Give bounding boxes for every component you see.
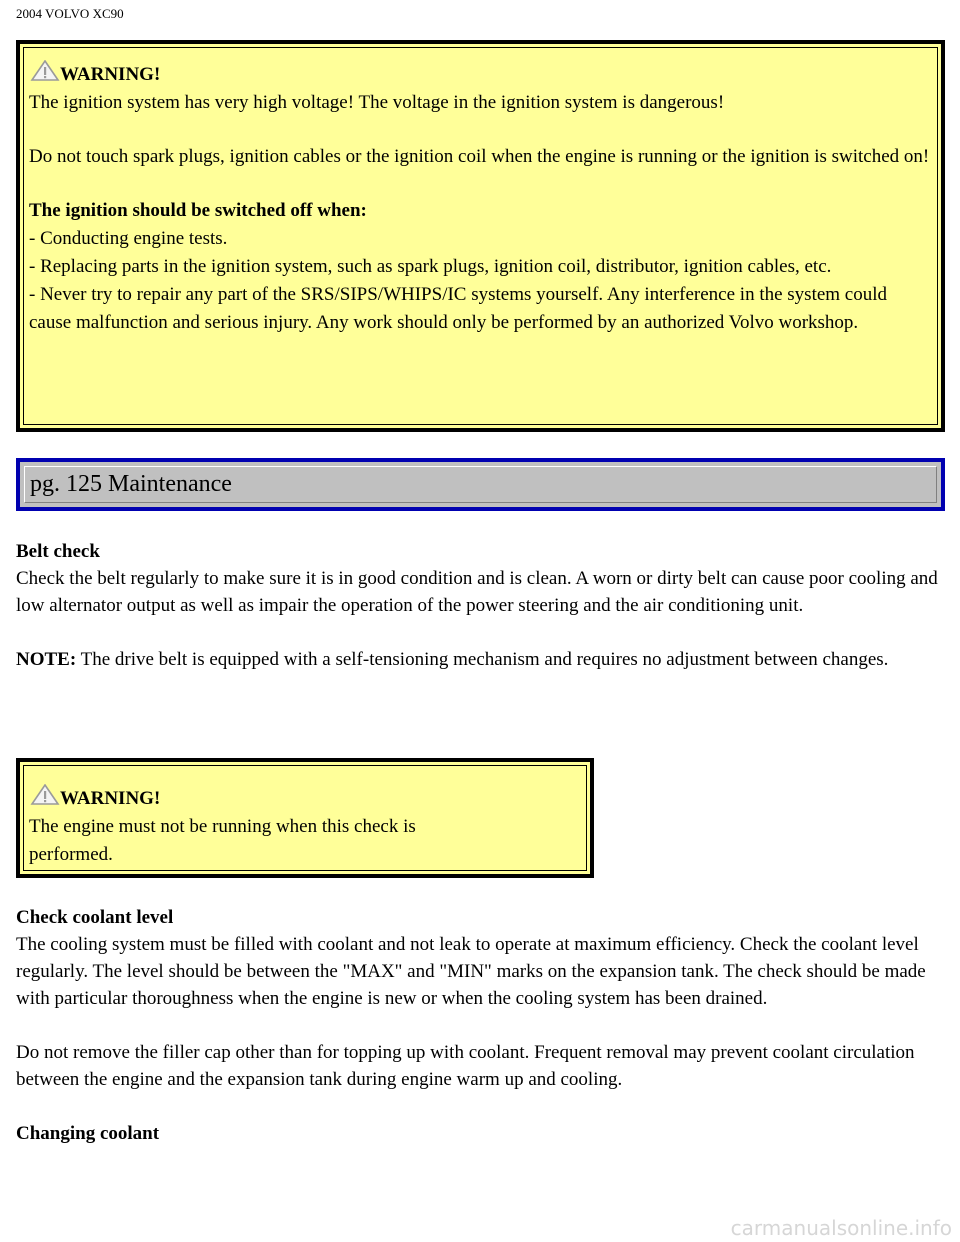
warning-content bbox=[29, 60, 931, 337]
warning-box-engine bbox=[16, 758, 594, 878]
coolant-section bbox=[16, 904, 946, 1147]
warning-heading bbox=[29, 60, 931, 89]
document-title: 2004 VOLVO XC90 bbox=[16, 6, 124, 21]
warning-triangle-icon bbox=[30, 60, 60, 82]
warning-triangle-icon bbox=[30, 784, 60, 806]
warning-text-voltage: The ignition system has very high voltage! The voltage in the ignition system is dangerous! bbox=[29, 92, 725, 113]
warning-text-engine: The engine must not be running when this check is performed. bbox=[29, 816, 416, 865]
warning-title: WARNING! bbox=[60, 64, 161, 85]
belt-check-section bbox=[16, 538, 946, 673]
warning-box-ignition bbox=[16, 40, 945, 432]
warning-heading bbox=[29, 784, 480, 813]
warning-title: WARNING! bbox=[60, 788, 161, 809]
belt-note bbox=[16, 646, 946, 673]
warning-list-item: - Conducting engine tests. bbox=[29, 228, 228, 249]
coolant-text: The cooling system must be filled with coolant and not leak to operate at maximum efficiency. Check the coolant level regularly. The level should be between the "MAX" and "MIN" marks on the expansion tank. The check should be made with particular thoroughness when the engine is new or when the cooling system has been drained. bbox=[16, 934, 926, 1009]
warning-list-item: - Replacing parts in the ignition system, such as spark plugs, ignition coil, distributor, ignition cables, etc. bbox=[29, 256, 832, 277]
section-header-label: pg. 125 Maintenance bbox=[30, 471, 232, 497]
warning-subheading: The ignition should be switched off when: bbox=[29, 200, 367, 221]
belt-check-text: Check the belt regularly to make sure it is in good condition and is clean. A worn or dirty belt can cause poor cooling and low alternator output as well as impair the operation of the power steering and the air conditioning unit. bbox=[16, 568, 938, 616]
belt-check-heading: Belt check bbox=[16, 541, 100, 562]
note-label: NOTE: bbox=[16, 649, 77, 670]
warning-content bbox=[29, 784, 480, 869]
watermark: carmanualsonline.info bbox=[730, 1216, 952, 1240]
warning-list-item: - Never try to repair any part of the SRS/SIPS/WHIPS/IC systems yourself. Any interference in the system could cause malfunction and serious injury. Any work should only be performed by an authorized Volvo workshop. bbox=[29, 284, 888, 333]
warning-text-do-not-touch: Do not touch spark plugs, ignition cables or the ignition coil when the engine is running or the ignition is switched on! bbox=[29, 146, 930, 167]
note-text: The drive belt is equipped with a self-tensioning mechanism and requires no adjustment between changes. bbox=[76, 649, 889, 670]
coolant-heading: Check coolant level bbox=[16, 907, 174, 928]
coolant-filler-cap-text: Do not remove the filler cap other than for topping up with coolant. Frequent removal may prevent coolant circulation between the engine and the expansion tank during engine warm up and cooling. bbox=[16, 1042, 915, 1090]
changing-coolant-heading: Changing coolant bbox=[16, 1123, 160, 1144]
section-header-bar bbox=[16, 458, 945, 511]
